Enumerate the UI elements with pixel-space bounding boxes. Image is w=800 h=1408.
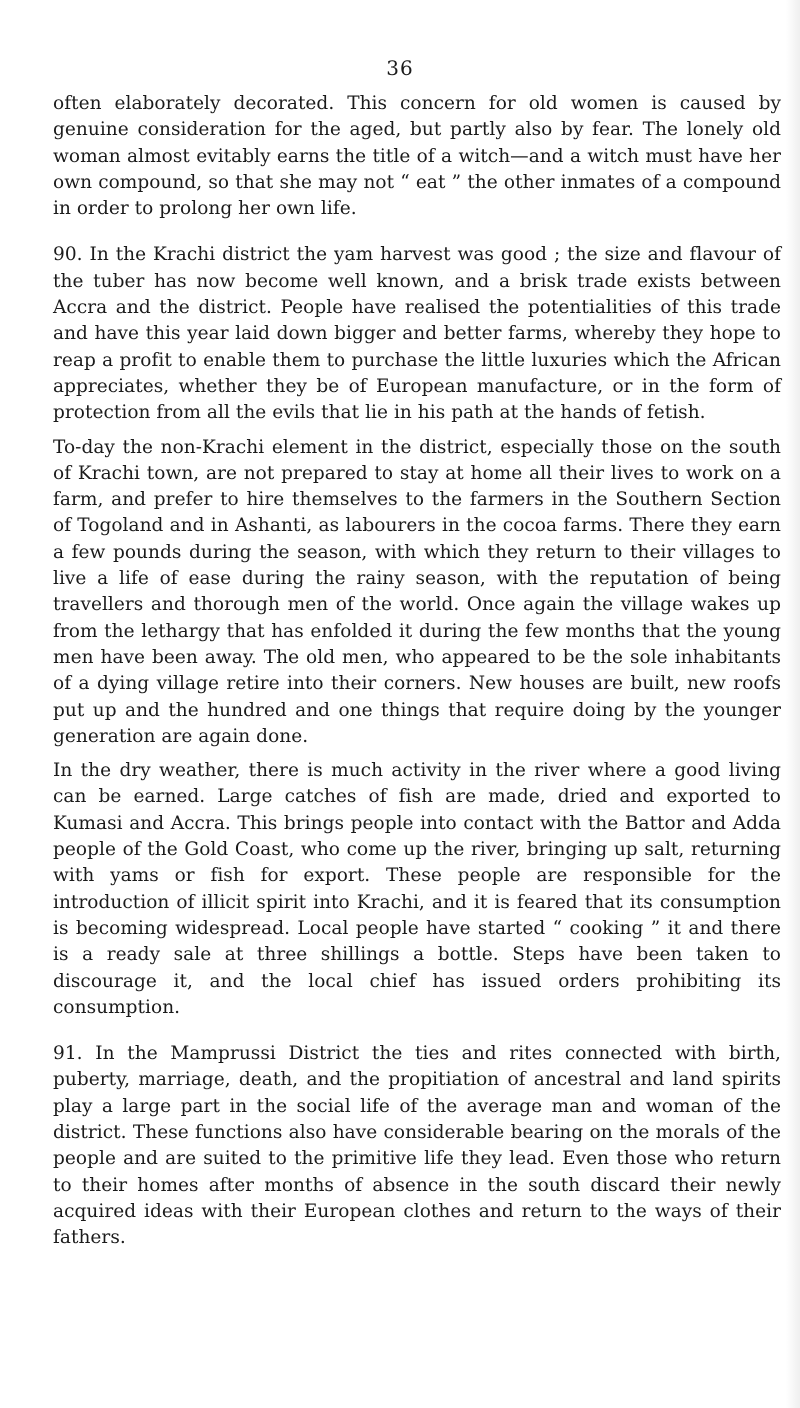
- paragraph-90: 90. In the Krachi district the yam harvest was good ; the size and flavour of the tuber has now become well known, and a brisk trade exists between Accra and the district. People have realised the potentialities of this trade and have this year laid down bigger and better farms, whereby they hope to reap a profit to enable them to purchase the little luxuries which the African appreciates, whether they be of European manufacture, or in the form of protection from all the evils that lie in his path at the hands of fetish.: [53, 244, 781, 424]
- paragraph-dry-weather: In the dry weather, there is much activity in the river where a good living can be earned. Large catches of fish are made, dried and exported to Kumasi and Accra. This brings people into contact with the Battor and Adda people of the Gold Coast, who come up the river, bringing up salt, returning with yams or fish for export. These people are responsible for the introduction of illicit spirit into Krachi, and it is feared that its consumption is becoming widespread. Local people have started “ cooking ” it and there is a ready sale at three shillings a bottle. Steps have been taken to discourage it, and the local chief has issued orders prohibiting its consumption.: [53, 760, 781, 1018]
- paragraph-continued: often elaborately decorated. This concern for old women is caused by genuine consideration for the aged, but partly also by fear. The lonely old woman almost evitably earns the title of a witch—and a witch must have her own compound, so that she may not “ eat ” the other inmates of a compound in order to prolong her own life.: [53, 93, 781, 220]
- paragraph-91: 91. In the Mamprussi District the ties and rites connected with birth, puberty, marriage, death, and the propitiation of ancestral and land spirits play a large part in the social life of the average man and woman of the district. These functions also have considerable bearing on the morals of the people and are suited to the primitive life they lead. Even those who return to their homes after months of absence in the south discard their newly acquired ideas with their European clothes and return to the ways of their fathers.: [53, 1043, 781, 1249]
- body-text: [53, 91, 781, 1251]
- page-number: 36: [386, 56, 414, 80]
- paragraph-today: To-day the non-Krachi element in the district, especially those on the south of Krachi town, are not prepared to stay at home all their lives to work on a farm, and prefer to hire themselves to the farmers in the Southern Section of Togoland and in Ashanti, as labourers in the cocoa farms. There they earn a few pounds during the season, with which they return to their villages to live a life of ease during the rainy season, with the reputation of being travellers and thorough men of the world. Once again the village wakes up from the lethargy that has enfolded it during the few months that the young men have been away. The old men, who appeared to be the sole inhabitants of a dying village retire into their corners. New houses are built, new roofs put up and the hundred and one things that require doing by the younger generation are again done.: [53, 436, 781, 747]
- scan-edge-shadow: [786, 0, 800, 1408]
